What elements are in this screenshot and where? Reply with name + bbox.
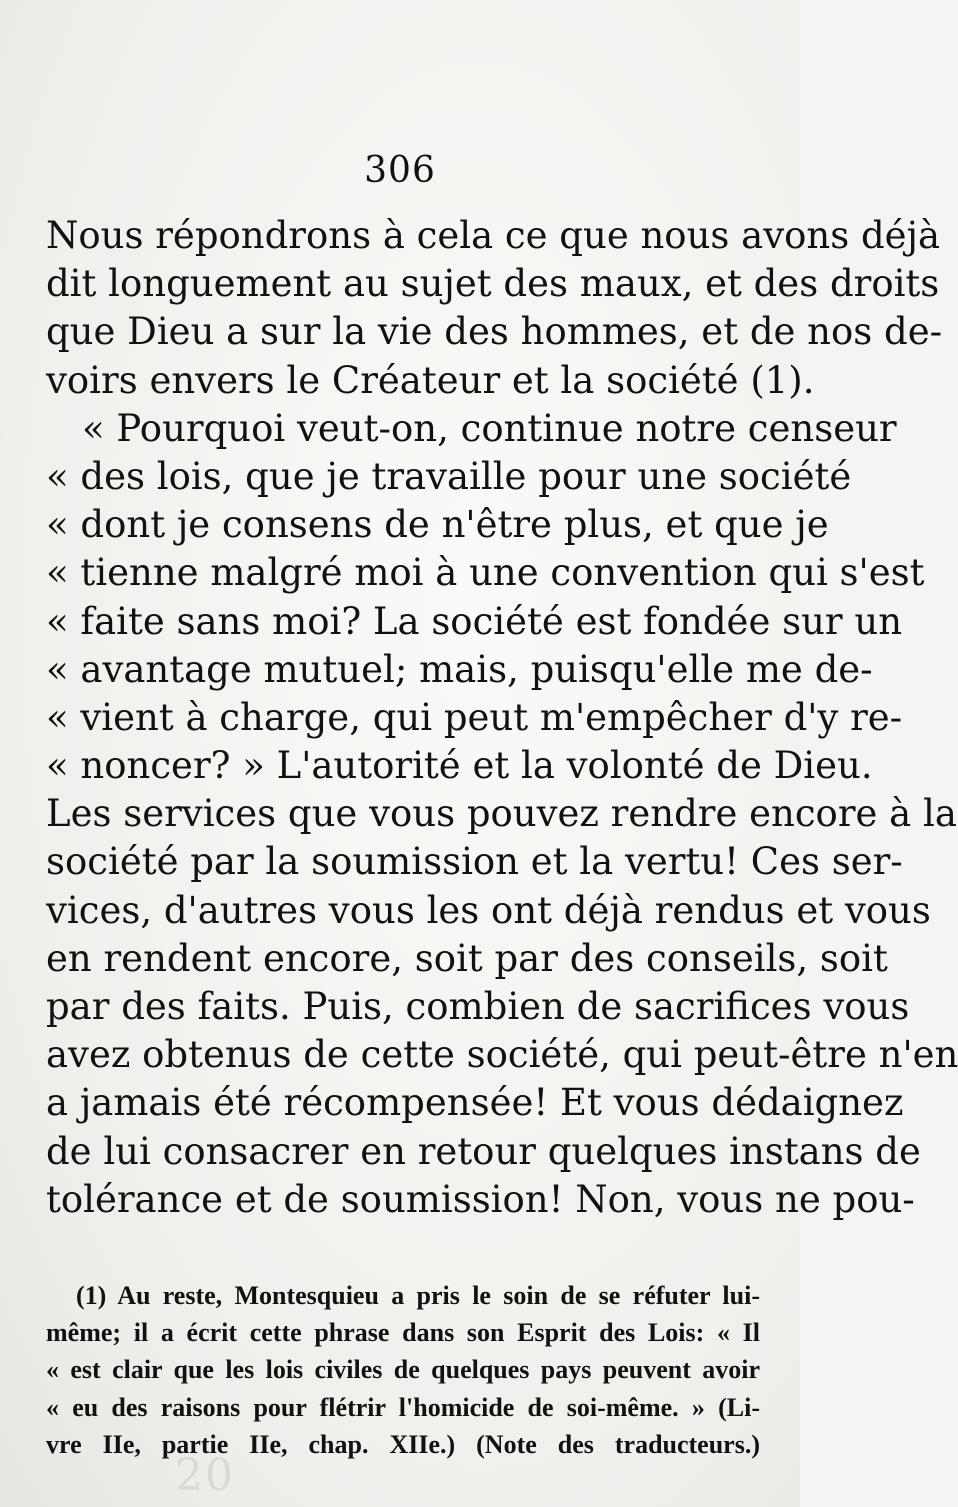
- footnote-line: « eu des raisons pour flétrir l'homicide de soi-même. » (Li-: [46, 1392, 760, 1422]
- text-line: avez obtenus de cette société, qui peut-être n'en: [46, 1033, 958, 1077]
- text-line: « vient à charge, qui peut m'empêcher d'y re-: [46, 695, 903, 739]
- text-line: vices, d'autres vous les ont déjà rendus et vous: [46, 888, 931, 932]
- bleed-through-mark: 20: [175, 1450, 235, 1501]
- text-line: voirs envers le Créateur et la société (1).: [46, 358, 815, 402]
- text-line: « Pourquoi veut-on, continue notre censeur: [82, 406, 897, 450]
- text-line: a jamais été récompensée! Et vous dédaignez: [46, 1081, 904, 1125]
- text-line: « noncer? » L'autorité et la volonté de Dieu.: [46, 744, 873, 788]
- footnote-line: « est clair que les lois civiles de quelques pays peuvent avoir: [46, 1355, 760, 1385]
- text-line: « des lois, que je travaille pour une société: [46, 454, 852, 498]
- text-line: « tienne malgré moi à une convention qui s'est: [46, 551, 925, 595]
- text-line: « dont je consens de n'être plus, et que je: [46, 503, 829, 547]
- text-line: en rendent encore, soit par des conseils, soit: [46, 936, 888, 980]
- text-line: de lui consacrer en retour quelques instans de: [46, 1129, 921, 1173]
- text-line: société par la soumission et la vertu! Ces ser-: [46, 840, 903, 884]
- text-line: « faite sans moi? La société est fondée sur un: [46, 599, 903, 643]
- main-text: [46, 212, 958, 1224]
- text-line: par des faits. Puis, combien de sacrifices vous: [46, 985, 910, 1028]
- footnote-line: même; il a écrit cette phrase dans son Esprit des Lois: « Il: [46, 1318, 760, 1348]
- text-line: tolérance et de soumission! Non, vous ne pou-: [46, 1177, 915, 1221]
- text-line: que Dieu a sur la vie des hommes, et de nos de-: [46, 310, 943, 354]
- page-number: 306: [364, 150, 436, 191]
- footnote: [46, 1277, 760, 1463]
- footnote-line: vre IIe, partie IIe, chap. XIIe.) (Note des traducteurs.): [46, 1429, 760, 1459]
- text-line: dit longuement au sujet des maux, et des droits: [46, 262, 940, 306]
- text-line: Les services que vous pouvez rendre encore à la: [46, 792, 957, 836]
- text-line: « avantage mutuel; mais, puisqu'elle me de-: [46, 647, 873, 691]
- footnote-line: (1) Au reste, Montesquieu a pris le soin de se réfuter lui-: [76, 1281, 760, 1310]
- text-line: Nous répondrons à cela ce que nous avons déjà: [46, 214, 941, 257]
